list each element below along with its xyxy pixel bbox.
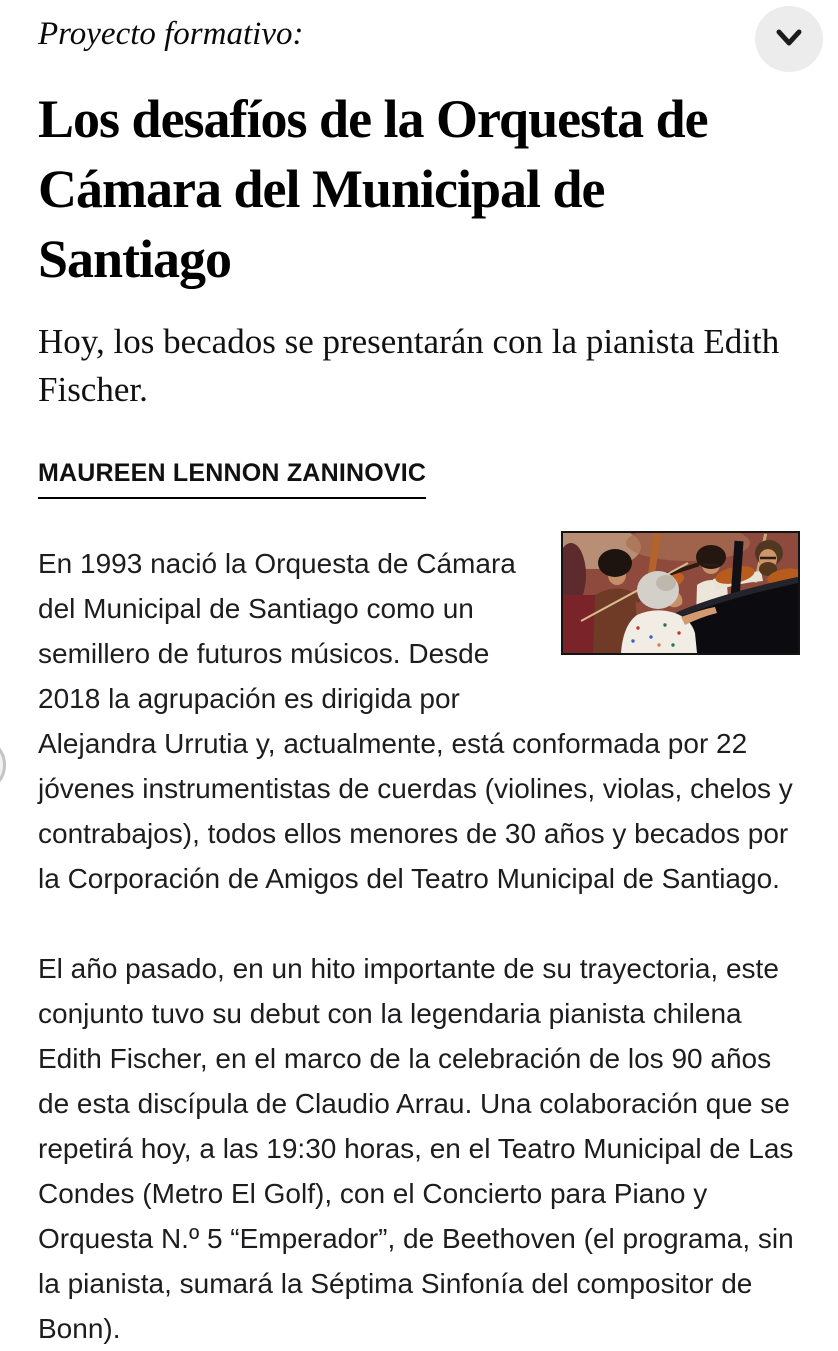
author-byline[interactable]: MAUREEN LENNON ZANINOVIC xyxy=(38,459,426,499)
headline: Los desafíos de la Orquesta de Cámara del Municipal de Santiago xyxy=(38,89,708,290)
edge-round-control[interactable] xyxy=(0,737,6,793)
article-photo[interactable] xyxy=(561,531,800,655)
subtitle: Hoy, los becados se presentarán con la pianista Edith Fischer. xyxy=(38,322,780,410)
kicker: Proyecto formativo: xyxy=(38,16,304,52)
chevron-down-icon xyxy=(769,18,809,61)
orchestra-photo-illustration xyxy=(563,533,798,653)
collapse-article-button[interactable] xyxy=(755,6,823,72)
article-body xyxy=(38,541,800,1351)
body-paragraph-1: En 1993 nació la Orquesta de Cámara del Municipal de Santiago como un semillero de futuros músicos. Desde 2018 la agrupación es dirigida por Alejandra Urrutia y, actualmente, está conformada por 22 jóvenes instrumentistas de cuerdas (violines, violas, chelos y contrabajos), todos ellos menores de 30 años y becados por la Corporación de Amigos del Teatro Municipal de Santiago. xyxy=(38,548,793,895)
body-paragraph-2: El año pasado, en un hito importante de su trayectoria, este conjunto tuvo su debut con la legendaria pianista chilena Edith Fischer, en el marco de la celebración de los 90 años de esta discípula de Claudio Arrau. Una colaboración que se repetirá hoy, a las 19:30 horas, en el Teatro Municipal de Las Condes (Metro El Golf), con el Concierto para Piano y Orquesta N.º 5 “Emperador”, de Beethoven (el programa, sin la pianista, sumará la Séptima Sinfonía del compositor de Bonn). xyxy=(38,953,794,1345)
byline-row xyxy=(38,459,800,499)
